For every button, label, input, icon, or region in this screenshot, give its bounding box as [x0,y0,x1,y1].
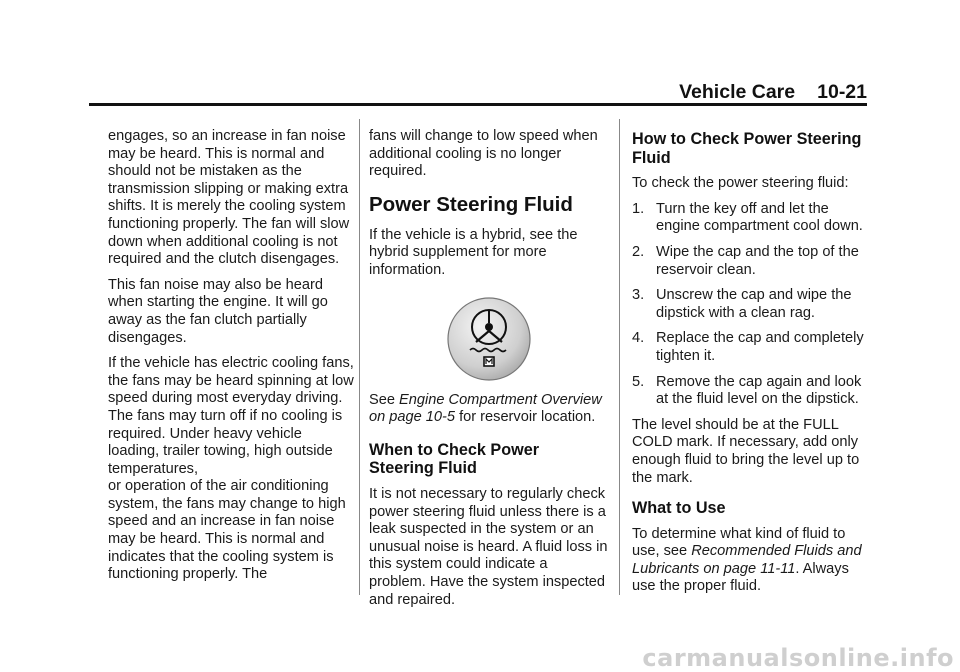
paragraph: The level should be at the FULL COLD mark. If necessary, add only enough fluid to bring the level up to the mark. [632,416,860,486]
paragraph: It is not necessary to regularly check power steering fluid unless there is a leak suspected in the system or an unusual noise is heard. A fluid loss in this system could indicate a problem. Have the system inspected and repaired. [369,485,608,608]
step-number: 3. [632,287,645,304]
step-text: Replace the cap and completely tighten it. [656,330,864,364]
cross-reference-link[interactable]: Recommended Fluids and Lubricants on page 11-11 [632,543,862,577]
list-item [632,201,872,236]
see-suffix: for reservoir location. [455,409,596,426]
step-text: Unscrew the cap and wipe the dipstick with a clean rag. [656,287,852,321]
header-rule [89,103,867,106]
list-item [632,374,872,409]
column-divider [359,119,360,595]
step-number: 4. [632,330,645,347]
paragraph: fans will change to low speed when additional cooling is no longer required. [369,128,598,180]
see-prefix: See [369,391,395,408]
paragraph: This fan noise may also be heard when starting the engine. It will go away as the fan clutch partially disengages. [108,276,328,346]
subsection-heading: When to Check Power Steering Fluid [369,440,539,478]
section-heading: Power Steering Fluid [369,192,573,216]
column-middle [369,128,608,617]
use-prefix: To determine what kind of fluid to use, see [632,525,846,560]
watermark: carmanualsonline.info [642,644,954,672]
paragraph: If the vehicle is a hybrid, see the hybrid supplement for more information. [369,226,578,278]
list-item [632,287,872,322]
paragraph-text: If the vehicle has electric cooling fans, the fans may be heard spinning at low speed during most everyday driving. The fans may turn off if no cooling is required. Under heavy vehicle loading, trailer towing, high outside temperatures, [108,355,354,477]
paragraph-text: or operation of the air conditioning system, the fans may change to high speed and an increase in fan noise may be heard. This is normal and indicates that the cooling system is functioning properly. The [108,478,346,583]
power-steering-reservoir-cap-icon [446,296,532,382]
column-divider [619,119,620,595]
paragraph [632,526,872,596]
step-list [632,201,872,409]
page-header [679,81,867,104]
section-title: Vehicle Care [679,81,796,103]
use-suffix: . Always use the proper fluid. [632,560,849,595]
subsection-heading: What to Use [632,499,726,518]
list-item [632,330,872,365]
paragraph [108,355,354,584]
step-number: 1. [632,200,645,217]
paragraph: engages, so an increase in fan noise may be heard. This is normal and should not be mistaken as the transmission slipping or making extra shifts. It is merely the cooling system functioning properly. The fan will slow down when additional cooling is not required and the clutch disengages. [108,128,350,268]
step-number: 2. [632,243,645,260]
step-text: Turn the key off and let the engine compartment cool down. [656,200,863,235]
paragraph: To check the power steering fluid: [632,175,849,192]
cross-reference-link[interactable]: Engine Compartment Overview on page 10-5 [369,391,602,426]
step-number: 5. [632,373,645,390]
column-left [108,128,354,584]
subsection-heading: How to Check Power Steering Fluid [632,130,862,167]
page-number: 10-21 [817,81,867,103]
power-steering-reservoir-cap-icon [369,296,608,382]
list-item [632,244,872,279]
see-reference [369,392,608,427]
step-text: Wipe the cap and the top of the reservoir clean. [656,243,859,278]
step-text: Remove the cap again and look at the fluid level on the dipstick. [656,373,862,408]
column-right [632,128,872,604]
